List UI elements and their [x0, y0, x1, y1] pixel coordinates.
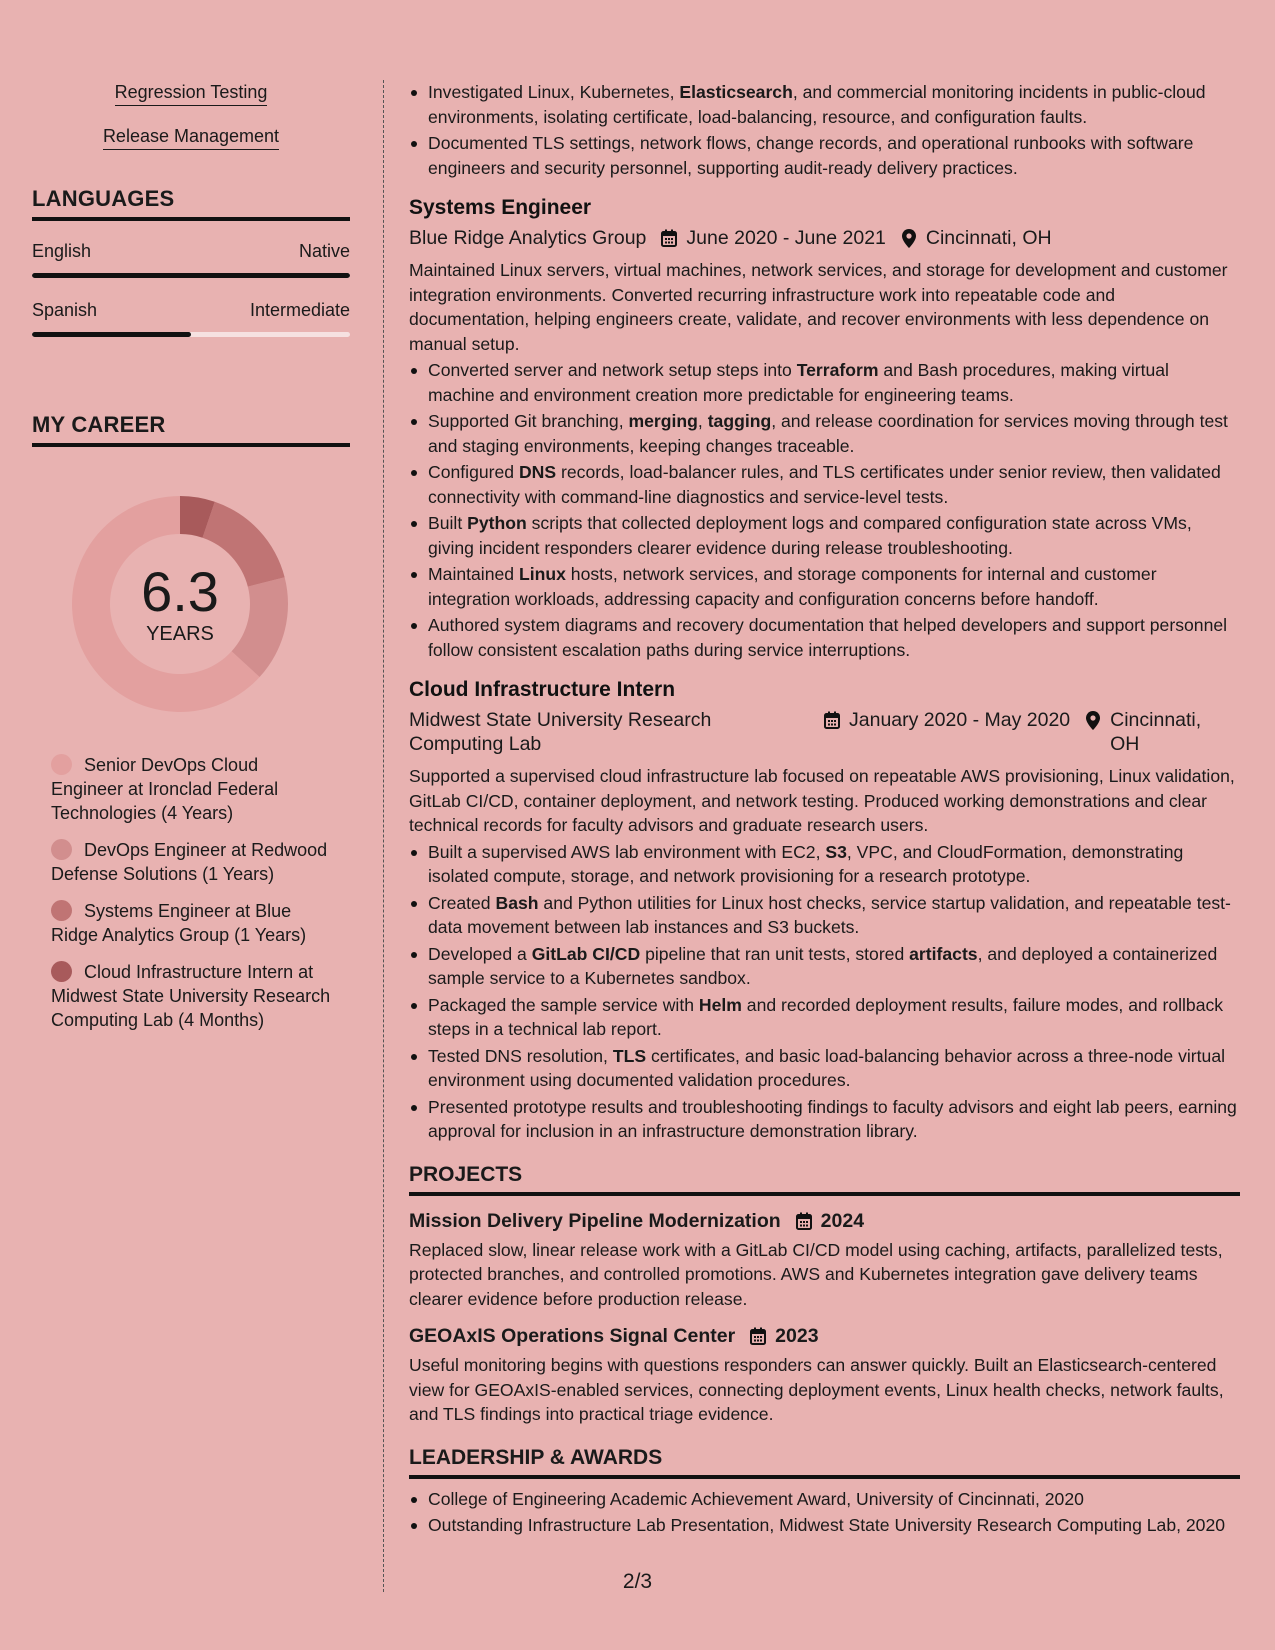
- award-item: Outstanding Infrastructure Lab Presentation, Midwest State University Research Computing Lab, 2020: [409, 1513, 1240, 1538]
- bullet-item: Presented prototype results and troubleshooting findings to faculty advisors and eight lab peers, earning approval for inclusion in an infrastructure demonstration library.: [409, 1095, 1240, 1144]
- bullet-item: Configured DNS records, load-balancer rules, and TLS certificates under senior review, then validated connectivity with command-line diagnostics and service-level tests.: [409, 460, 1240, 509]
- career-legend: [32, 753, 350, 1032]
- job-meta: [409, 226, 1240, 250]
- job-title: Cloud Infrastructure Intern: [409, 678, 676, 701]
- bullet-item: Built Python scripts that collected deployment logs and compared configuration state across VMs, giving incident responders clearer evidence during release troubleshooting.: [409, 511, 1240, 560]
- career-heading: MY CAREER: [32, 412, 350, 447]
- location-pin-icon: [898, 226, 920, 250]
- legend-dot: [51, 839, 72, 860]
- project-name: GEOAxIS Operations Signal Center: [409, 1325, 736, 1347]
- career-years-unit: YEARS: [146, 622, 214, 645]
- language-proficiency-fill: [32, 332, 191, 337]
- legend-dot: [51, 754, 72, 775]
- project-name: Mission Delivery Pipeline Modernization: [409, 1209, 781, 1232]
- job-entry: [409, 194, 1240, 662]
- calendar-icon: [747, 1324, 769, 1348]
- job-dates: June 2020 - June 2021: [686, 227, 886, 249]
- project-entry: [409, 1323, 1240, 1427]
- language-spanish: [32, 300, 350, 337]
- language-level: Native: [298, 241, 350, 261]
- main-content: [409, 80, 1240, 1540]
- projects-heading: PROJECTS: [409, 1162, 1240, 1196]
- language-level: Intermediate: [249, 300, 350, 320]
- bullet-item: Authored system diagrams and recovery documentation that helped developers and support personnel follow consistent escalation paths during service interruptions.: [409, 613, 1240, 662]
- legend-dot: [51, 961, 72, 982]
- job-description: Maintained Linux servers, virtual machines, network services, and storage for development and customer integration environments. Converted recurring infrastructure work into repeatable code and documentation, helping engineers create, validate, and recover environments with less dependence on manual setup.: [409, 260, 1228, 354]
- bullet-item: Supported Git branching, merging, tagging, and release coordination for services moving through test and staging environments, keeping changes traceable.: [409, 409, 1240, 458]
- job-entry: [409, 676, 1240, 1144]
- project-year: 2024: [820, 1209, 865, 1232]
- job-meta: [409, 708, 1240, 756]
- calendar-icon: [821, 708, 843, 732]
- awards-list: [409, 1487, 1240, 1538]
- job-bullets: [409, 840, 1240, 1144]
- bullet-item: Packaged the sample service with Helm and recorded deployment results, failure modes, and rollback steps in a technical lab report.: [409, 993, 1240, 1042]
- language-english: [32, 241, 350, 278]
- job-location: Cincinnati, OH: [925, 227, 1052, 249]
- legend-dot: [51, 900, 72, 921]
- bullet-item: Converted server and network setup steps into Terraform and Bash procedures, making virtual machine and environment creation more predictable for engineering teams.: [409, 358, 1240, 407]
- language-name: Spanish: [32, 300, 98, 320]
- column-divider: [383, 80, 384, 1592]
- page-number: 2/3: [622, 1570, 653, 1593]
- job-title: Systems Engineer: [409, 196, 592, 219]
- languages-heading: LANGUAGES: [32, 186, 350, 221]
- project-description: Replaced slow, linear release work with a GitLab CI/CD model using caching, artifacts, parallelized tests, protected branches, and controlled promotions. AWS and Kubernetes integration gave delivery teams clearer evidence before production release.: [409, 1239, 1223, 1309]
- career-donut-chart: [65, 489, 295, 719]
- calendar-icon: [658, 226, 680, 250]
- company-name: Blue Ridge Analytics Group: [409, 227, 647, 249]
- skill-item: Release Management: [103, 124, 279, 150]
- job-bullets: [409, 358, 1240, 662]
- bullet-item: Created Bash and Python utilities for Linux host checks, service startup validation, and repeatable test-data movement between lab instances and S3 buckets.: [409, 891, 1240, 940]
- career-legend-item: Systems Engineer at Blue Ridge Analytics Group (1 Years): [51, 901, 307, 945]
- language-proficiency-bar: [32, 273, 350, 278]
- job-description: Supported a supervised cloud infrastructure lab focused on repeatable AWS provisioning, Linux validation, GitLab CI/CD, container deployment, and network testing. Produced working demonstrations and clear technical records for faculty advisors and graduate research users.: [409, 766, 1235, 835]
- career-total-years: 6.3: [141, 559, 219, 623]
- skills-list: [32, 80, 350, 150]
- location-pin-icon: [1082, 708, 1104, 732]
- career-legend-item: Cloud Infrastructure Intern at Midwest State University Research Computing Lab (4 Months): [51, 962, 331, 1030]
- career-legend-item: DevOps Engineer at Redwood Defense Solutions (1 Years): [51, 840, 328, 884]
- bullet-item: Tested DNS resolution, TLS certificates, and basic load-balancing behavior across a three-node virtual environment using documented validation procedures.: [409, 1044, 1240, 1093]
- calendar-icon: [793, 1209, 815, 1233]
- project-year: 2023: [775, 1325, 819, 1347]
- job-location: Cincinnati, OH: [1110, 709, 1202, 755]
- company-name: Midwest State University Research Computing Lab: [409, 709, 712, 755]
- career-legend-item: Senior DevOps Cloud Engineer at Ironclad Federal Technologies (4 Years): [51, 755, 279, 823]
- project-entry: [409, 1208, 1240, 1312]
- bullet-item: Documented TLS settings, network flows, change records, and operational runbooks with software engineers and security personnel, supporting audit-ready delivery practices.: [409, 131, 1240, 180]
- sidebar: [32, 80, 350, 1045]
- award-item: College of Engineering Academic Achievement Award, University of Cincinnati, 2020: [409, 1487, 1240, 1512]
- skill-item: Regression Testing: [115, 80, 268, 106]
- language-name: English: [32, 241, 92, 261]
- bullet-item: Maintained Linux hosts, network services, and storage components for internal and customer integration workloads, addressing capacity and configuration concerns before handoff.: [409, 562, 1240, 611]
- previous-job-bullets: [409, 80, 1240, 180]
- bullet-item: Investigated Linux, Kubernetes, Elasticsearch, and commercial monitoring incidents in public-cloud environments, isolating certificate, load-balancing, resource, and configuration faults.: [409, 80, 1240, 129]
- job-dates: January 2020 - May 2020: [849, 709, 1071, 731]
- bullet-item: Developed a GitLab CI/CD pipeline that ran unit tests, stored artifacts, and deployed a containerized sample service to a Kubernetes sandbox.: [409, 942, 1240, 991]
- bullet-item: Built a supervised AWS lab environment with EC2, S3, VPC, and CloudFormation, demonstrating isolated compute, storage, and network provisioning for a research prototype.: [409, 840, 1240, 889]
- awards-heading: LEADERSHIP & AWARDS: [409, 1445, 1240, 1479]
- language-proficiency-fill: [32, 273, 350, 278]
- project-description: Useful monitoring begins with questions responders can answer quickly. Built an Elasticsearch-centered view for GEOAxIS-enabled services, connecting deployment events, Linux health checks, network faults, and TLS findings into practical triage evidence.: [409, 1355, 1224, 1424]
- language-proficiency-bar: [32, 332, 350, 337]
